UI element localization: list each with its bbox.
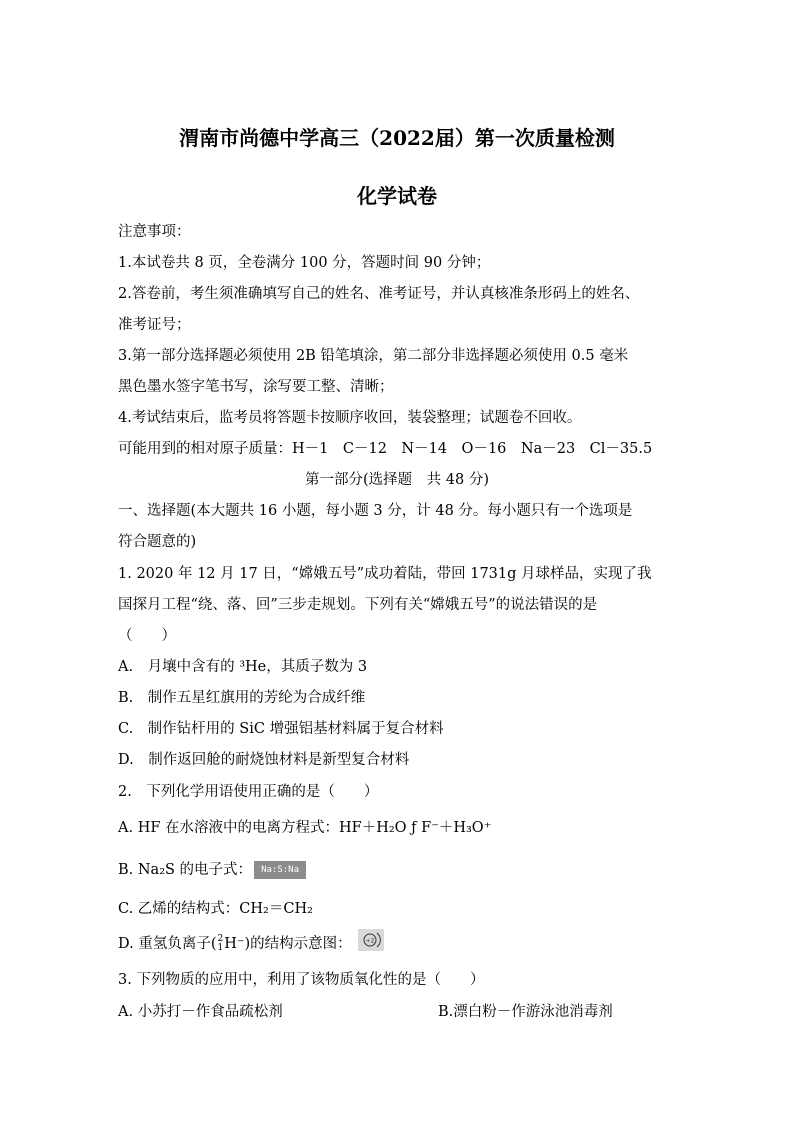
q1-option-d: D. 制作返回舱的耐烧蚀材料是新型复合材料 bbox=[118, 752, 410, 768]
exam-subtitle: 化学试卷 bbox=[357, 184, 437, 208]
q1-option-b: B. 制作五星红旗用的芳纶为合成纤维 bbox=[118, 690, 366, 706]
part1-heading: 第一部分(选择题 共 48 分) bbox=[305, 472, 489, 488]
q3-option-b: B.漂白粉－作游泳池消毒剂 bbox=[438, 1004, 613, 1020]
q2-stem: 2. 下列化学用语使用正确的是（ ） bbox=[118, 784, 379, 800]
atomic-masses: 可能用到的相对原子质量：H－1 C－12 N－14 O－16 Na－23 Cl－35.5 bbox=[118, 441, 653, 457]
note-item: 3.第一部分选择题必须使用 2B 铅笔填涂，第二部分非选择题必须使用 0.5 毫米 bbox=[118, 348, 629, 364]
q1-stem: 国探月工程“绕、落、回”三步走规划。下列有关“嫦娥五号”的说法错误的是 bbox=[118, 597, 598, 613]
note-item: 黑色墨水签字笔书写，涂写要工整、清晰； bbox=[118, 379, 394, 395]
note-item: 2.答卷前，考生须准确填写自己的姓名、准考证号，并认真核准条形码上的姓名、 bbox=[118, 286, 640, 302]
q2-option-c: C. 乙烯的结构式：CH₂＝CH₂ bbox=[118, 901, 313, 917]
q1-option-c: C. 制作钻杆用的 SiC 增强铝基材料属于复合材料 bbox=[118, 721, 444, 737]
notes-heading: 注意事项： bbox=[118, 224, 191, 240]
note-item: 4.考试结束后，监考员将答题卡按顺序收回，装袋整理；试题卷不回收。 bbox=[118, 410, 582, 426]
q1-option-a: A. 月壤中含有的 ³He，其质子数为 3 bbox=[118, 659, 368, 675]
atomic-number: 1 bbox=[217, 943, 224, 953]
q2-option-d-text-post: H⁻)的结构示意图： bbox=[224, 936, 352, 952]
isotope-notation bbox=[217, 935, 223, 953]
nucleus-label: +2 bbox=[365, 937, 375, 945]
q2-option-d-text: D. 重氢负离子( bbox=[118, 936, 217, 952]
q2-option-a: A. HF 在水溶液中的电离方程式：HF＋H₂O ƒ F⁻＋H₃O⁺ bbox=[118, 820, 492, 836]
q2-option-b bbox=[118, 860, 688, 880]
sodium-sulfide-electron-formula-image: Na:S:Na bbox=[254, 861, 306, 879]
mass-number: 2 bbox=[217, 934, 224, 944]
q2-option-d bbox=[118, 934, 688, 954]
section-instructions: 符合题意的) bbox=[118, 534, 197, 550]
note-item: 1.本试卷共 8 页，全卷满分 100 分，答题时间 90 分钟； bbox=[118, 255, 491, 271]
q2-option-b-text: B. Na₂S 的电子式： bbox=[118, 862, 253, 878]
atom-structure-diagram-icon bbox=[358, 929, 384, 951]
q3-option-a: A. 小苏打－作食品疏松剂 bbox=[118, 1004, 283, 1020]
note-item: 准考证号； bbox=[118, 317, 191, 333]
q3-stem: 3. 下列物质的应用中，利用了该物质氧化性的是（ ） bbox=[118, 972, 485, 988]
q1-stem: 1. 2020 年 12 月 17 日，“嫦娥五号”成功着陆，带回 1731g 月球样品，实现了我 bbox=[118, 566, 652, 582]
section-instructions: 一、选择题(本大题共 16 小题，每小题 3 分，计 48 分。每小题只有一个选项是 bbox=[118, 503, 633, 519]
q1-stem: （ ） bbox=[118, 628, 176, 644]
exam-title: 渭南市尚德中学高三（2022届）第一次质量检测 bbox=[179, 126, 615, 150]
